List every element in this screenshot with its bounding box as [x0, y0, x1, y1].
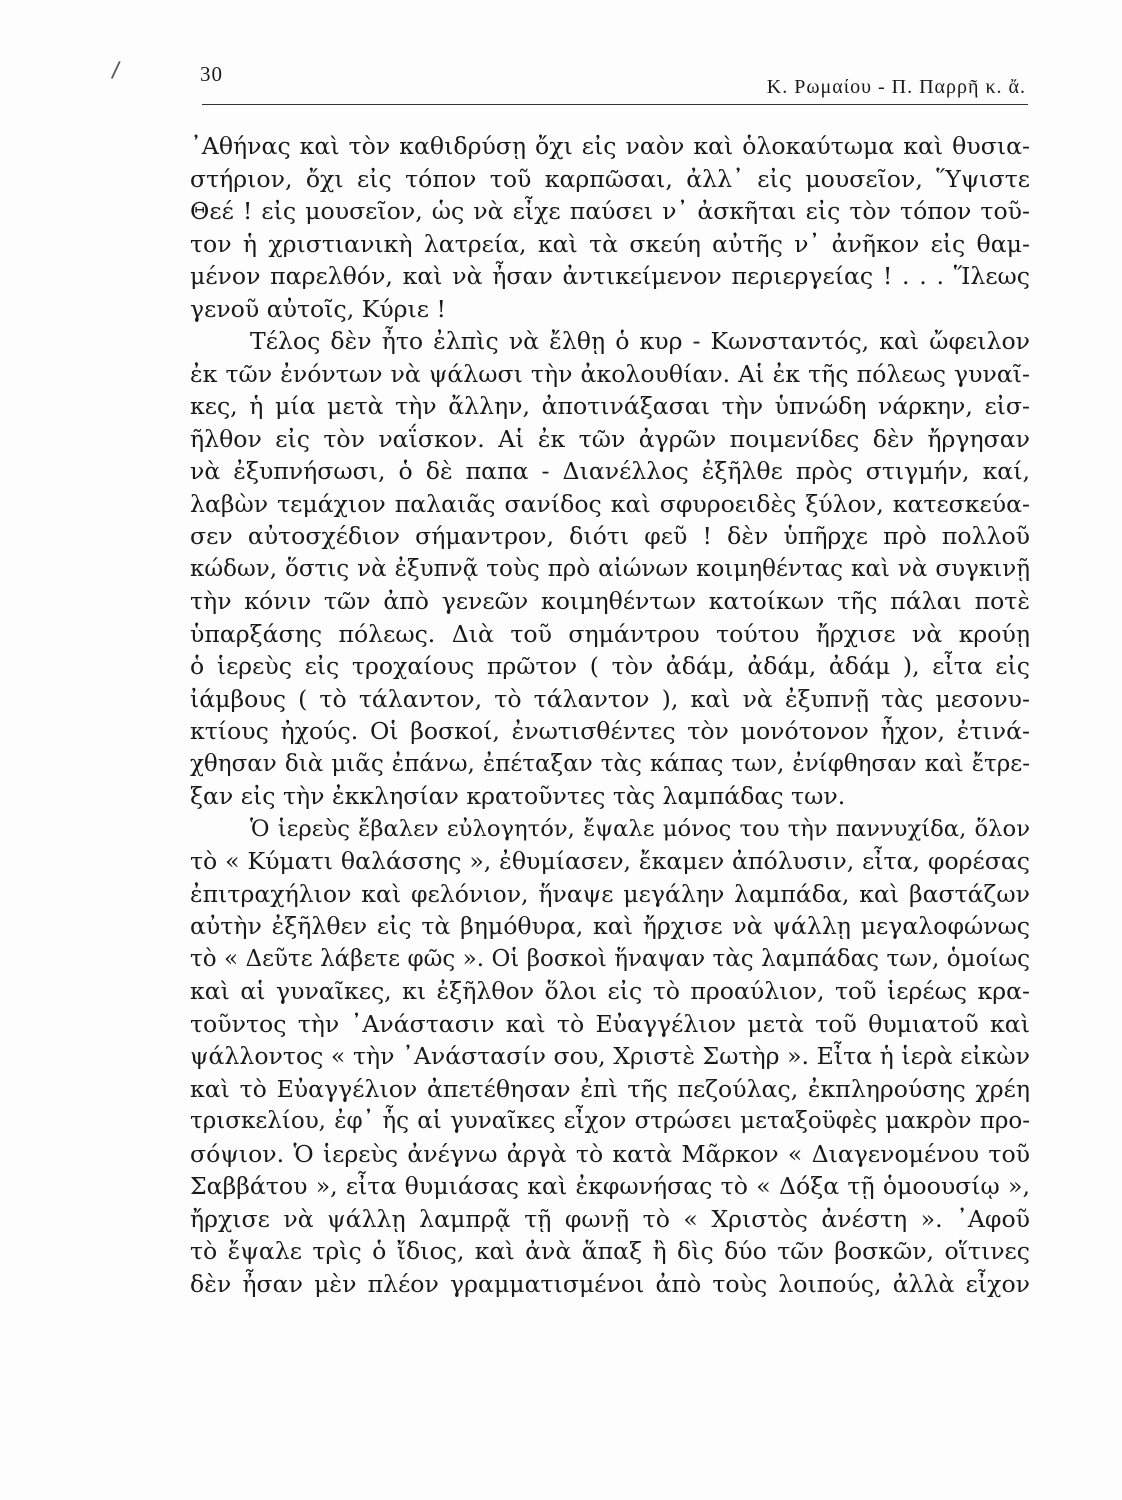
body-text — [190, 130, 1030, 1300]
text-line: ξαν εἰς τὴν ἐκκλησίαν κρατοῦντες τὰς λαμπάδας των. — [190, 782, 846, 810]
running-head — [200, 62, 1026, 102]
text-line: ὁ ἱερεὺς εἰς τροχαίους πρῶτον ( τὸν ἀδάμ, ἀδάμ, ἀδάμ ), εἶτα εἰς — [190, 652, 1030, 680]
text-line: στήριον, ὄχι εἰς τόπον τοῦ καρπῶσαι, ἀλλ᾽ εἰς μουσεῖον, Ὕψιστε — [190, 164, 1030, 193]
text-line: λαβὼν τεμάχιον παλαιᾶς σανίδος καὶ σφυροειδὲς ξύλον, κατεσκεύα- — [190, 489, 1030, 518]
text-line: κες, ἡ μία μετὰ τὴν ἄλλην, ἀποτινάξασαι τὴν ὑπνώδη νάρκην, εἰσ- — [190, 392, 1030, 420]
text-line: ψάλλοντος « τὴν ᾿Ανάστασίν σου, Χριστὲ Σωτὴρ ». Εἶτα ἡ ἱερὰ εἰκὼν — [190, 1042, 1030, 1070]
header-rule — [202, 104, 1028, 105]
text-line: ῆλθον εἰς τὸν ναΐσκον. Αἱ ἐκ τῶν ἀγρῶν ποιμενίδες δὲν ἤργησαν — [190, 424, 1030, 453]
text-line: Σαββάτου », εἶτα θυμιάσας καὶ ἐκφωνήσας τὸ « Δόξα τῇ ὁμοουσίῳ », — [190, 1172, 1030, 1200]
text-line: μένον παρελθόν, καὶ νὰ ἦσαν ἀντικείμενον περιεργείας ! . . . Ἵλεως — [190, 262, 1030, 290]
text-line: τὸ « Κύματι θαλάσσης », ἐθυμίασεν, ἔκαμεν ἀπόλυσιν, εἶτα, φορέσας — [190, 847, 1030, 875]
running-title: Κ. Ρωμαίου - Π. Παρρῆ κ. ἄ. — [766, 76, 1026, 98]
text-line: δὲν ἦσαν μὲν πλέον γραμματισμένοι ἀπὸ τοὺς λοιπούς, ἀλλὰ εἶχον — [190, 1269, 1030, 1298]
text-line: ἰάμβους ( τὸ τάλαντον, τὸ τάλαντον ), καὶ νὰ ἐξυπνῇ τὰς μεσονυ- — [190, 684, 1030, 713]
text-line: χθησαν διὰ μιᾶς ἐπάνω, ἐπέταξαν τὰς κάπας των, ἐνίφθησαν καὶ ἔτρε- — [190, 750, 1030, 777]
text-line: ἐπιτραχήλιον καὶ φελόνιον, ἥναψε μεγάλην λαμπάδα, καὶ βαστάζων — [190, 879, 1030, 908]
paragraph — [190, 130, 1030, 325]
paragraph — [190, 325, 1030, 813]
text-line: ἤρχισε νὰ ψάλλῃ λαμπρᾷ τῇ φωνῇ τὸ « Χριστὸς ἀνέστη ». ᾿Αφοῦ — [190, 1204, 1030, 1233]
text-line: ἐκ τῶν ἐνόντων νὰ ψάλωσι τὴν ἀκολουθίαν. Αἱ ἐκ τῆς πόλεως γυναῖ- — [190, 359, 1030, 388]
text-line: Ὁ ἱερεὺς ἔβαλεν εὐλογητόν, ἔψαλε μόνος του τὴν παννυχίδα, ὅλον — [250, 815, 1030, 842]
text-line: κτίους ἠχούς. Οἱ βοσκοί, ἐνωτισθέντες τὸν μονότονον ἦχον, ἐτινά- — [190, 717, 1030, 745]
text-line: αὐτὴν ἐξῆλθεν εἰς τὰ βημόθυρα, καὶ ἤρχισε νὰ ψάλλῃ μεγαλοφώνως — [190, 912, 1030, 940]
text-line: ὑπαρξάσης πόλεως. Διὰ τοῦ σημάντρου τούτου ἤρχισε νὰ κρούῃ — [190, 619, 1030, 648]
pencil-margin-mark: / — [110, 57, 122, 84]
text-line: κώδων, ὅστις νὰ ἐξυπνᾷ τοὺς πρὸ αἰώνων κοιμηθέντας καὶ νὰ συγκινῇ — [190, 555, 1030, 582]
text-line: τρισκελίου, ἐφ᾽ ἧς αἱ γυναῖκες εἶχον στρώσει μεταξοϋφὲς μακρὸν προ- — [190, 1108, 1030, 1134]
text-line: τὴν κόνιν τῶν ἀπὸ γενεῶν κοιμηθέντων κατοίκων τῆς πάλαι ποτὲ — [190, 587, 1030, 615]
text-line: τον ἡ χριστιανικὴ λατρεία, καὶ τὰ σκεύη αὐτῆς ν᾽ ἀνῆκον εἰς θαμ- — [190, 229, 1030, 258]
paragraph — [190, 813, 1030, 1301]
text-line: τοῦντος τὴν ᾿Ανάστασιν καὶ τὸ Εὐαγγέλιον μετὰ τοῦ θυμιατοῦ καὶ — [190, 1009, 1030, 1038]
text-line: καὶ τὸ Εὐαγγέλιον ἀπετέθησαν ἐπὶ τῆς πεζούλας, ἐκπληρούσης χρέη — [190, 1074, 1030, 1103]
text-line: τὸ « Δεῦτε λάβετε φῶς ». Οἱ βοσκοὶ ἥναψαν τὰς λαμπάδας των, ὁμοίως — [190, 945, 1030, 972]
text-line: σόψιον. Ὁ ἱερεὺς ἀνέγνω ἀργὰ τὸ κατὰ Μᾶρκον « Διαγενομένου τοῦ — [190, 1139, 1030, 1168]
text-line: σεν αὐτοσχέδιον σήμαντρον, διότι φεῦ ! δὲν ὑπῆρχε πρὸ πολλοῦ — [190, 522, 1030, 550]
page-number: 30 — [200, 62, 223, 86]
text-line: νὰ ἐξυπνήσωσι, ὁ δὲ παπα - Διανέλλος ἐξῆλθε πρὸς στιγμήν, καί, — [190, 457, 1030, 485]
text-line: γενοῦ αὐτοῖς, Κύριε ! — [190, 294, 447, 323]
text-line: Θεέ ! εἰς μουσεῖον, ὡς νὰ εἶχε παύσει ν᾽ ἀσκῆται εἰς τὸν τόπον τοῦ- — [190, 197, 1030, 225]
text-line: τὸ ἔψαλε τρὶς ὁ ἴδιος, καὶ ἀνὰ ἅπαξ ἢ δὶς δύο τῶν βοσκῶν, οἵτινες — [190, 1237, 1030, 1265]
text-line: ᾿Αθήνας καὶ τὸν καθιδρύσῃ ὄχι εἰς ναὸν καὶ ὁλοκαύτωμα καὶ θυσια- — [190, 132, 1030, 160]
text-line: καὶ αἱ γυναῖκες, κι ἐξῆλθον ὅλοι εἰς τὸ προαύλιον, τοῦ ἱερέως κρα- — [190, 977, 1030, 1005]
text-line: Τέλος δὲν ἦτο ἐλπὶς νὰ ἔλθῃ ὁ κυρ - Κωνσταντός, καὶ ὤφειλον — [250, 327, 1030, 355]
